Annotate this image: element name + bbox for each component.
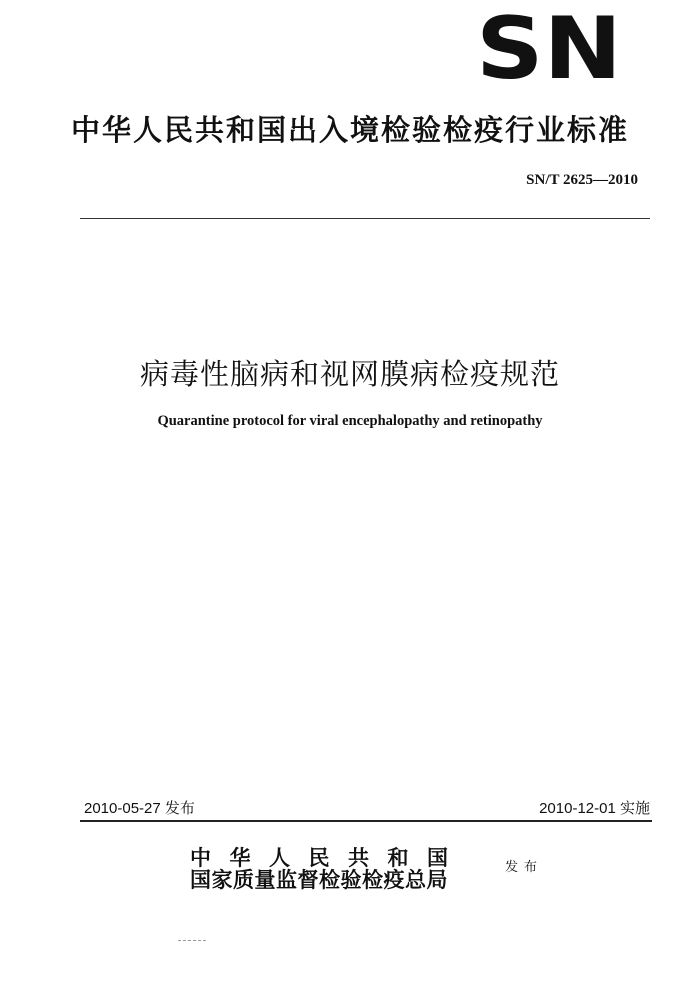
top-divider <box>80 218 650 219</box>
issue-date: 2010-05-27 发布 <box>84 800 195 817</box>
sn-logo-text: SN <box>476 14 622 84</box>
standard-number: SN/T 2625—2010 <box>526 172 638 188</box>
sn-logo <box>474 14 624 84</box>
scan-artifact-dashes <box>178 940 206 942</box>
issuer-line-2: 国家质量监督检验检疫总局 <box>190 867 448 892</box>
organization-title: 中华人民共和国出入境检验检疫行业标准 <box>70 113 629 147</box>
issuer-line-1: 中华人民共和国 <box>190 845 467 870</box>
document-title-english: Quarantine protocol for viral encephalopathy and retinopathy <box>157 413 543 429</box>
sn-logo-mark <box>474 14 624 84</box>
implementation-date: 2010-12-01 实施 <box>539 800 650 817</box>
publish-label: 发布 <box>505 860 544 875</box>
bottom-divider <box>80 820 652 822</box>
document-title-chinese: 病毒性脑病和视网膜病检疫规范 <box>139 357 560 391</box>
